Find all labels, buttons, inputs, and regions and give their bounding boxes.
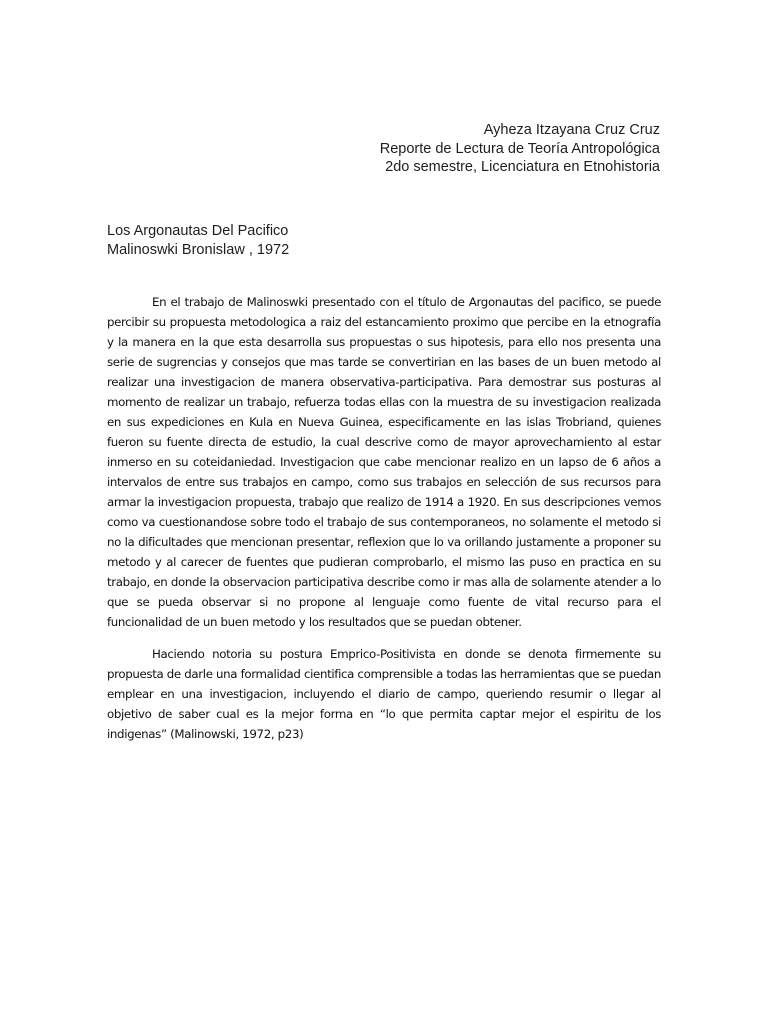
paragraph: Haciendo notoria su postura Emprico-Positivista en donde se denota firmemente su propuesta de darle una formalidad cientifica comprensible a todas las herramientas que se puedan emplear en una investigacion, incluyendo el diario de campo, queriendo resumir o llegar al objetivo de saber cual es la mejor forma en “lo que permita captar mejor el espiritu de los indigenas” (Malinowski, 1972, p23) [107, 647, 661, 741]
work-title: Los Argonautas Del Pacifico [107, 223, 289, 239]
work-author-year: Malinoswki Bronislaw , 1972 [107, 241, 290, 258]
header-block [380, 121, 660, 177]
semester-info: 2do semestre, Licenciatura en Etnohistoria [385, 159, 660, 175]
body-text [107, 292, 661, 756]
paragraph: En el trabajo de Malinoswki presentado con el título de Argonautas del pacifico, se puede percibir su propuesta metodologica a raiz del estancamiento proximo que percibe en la etnografía y la manera en la que esta desarrolla sus propuestas o sus hipotesis, para ello nos presenta una serie de sugrencias y consejos que mas tarde se convertirian en las bases de un buen metodo al realizar una investigacion de manera observativa-participativa. Para demostrar sus posturas al momento de realizar un trabajo, refuerza todas ellas con la muestra de su investigacion realizada en sus expediciones en Kula en Nueva Guinea, especificamente en las islas Trobriand, quienes fueron su fuente directa de estudio, la cual descrive como de mayor aprovechamiento al estar inmerso en su coteidaniedad. Investigacion que cabe mencionar realizo en un lapso de 6 años a intervalos de entre sus trabajos en campo, como sus trabajos en selección de sus recursos para armar la investigacion propuesta, trabajo que realizo de 1914 a 1920. En sus descripciones vemos como va cuestionandose sobre todo el trabajo de sus contemporaneos, no solamente el metodo si no la dificultades que mencionan presentar, reflexion que lo va orillando justamente a proponer su metodo y al carecer de fuentes que pudieran comprobarlo, el mismo las puso en practica en su trabajo, en donde la observacion participativa describe como ir mas alla de solamente atender a lo que se pueda observar si no propone al lenguaje como fuente de vital recurso para el funcionalidad de un buen metodo y los resultados que se puedan obtener. [107, 295, 661, 629]
author-name: Ayheza Itzayana Cruz Cruz [483, 122, 660, 138]
report-title: Reporte de Lectura de Teoría Antropológica [379, 140, 660, 157]
work-reference [107, 222, 289, 259]
